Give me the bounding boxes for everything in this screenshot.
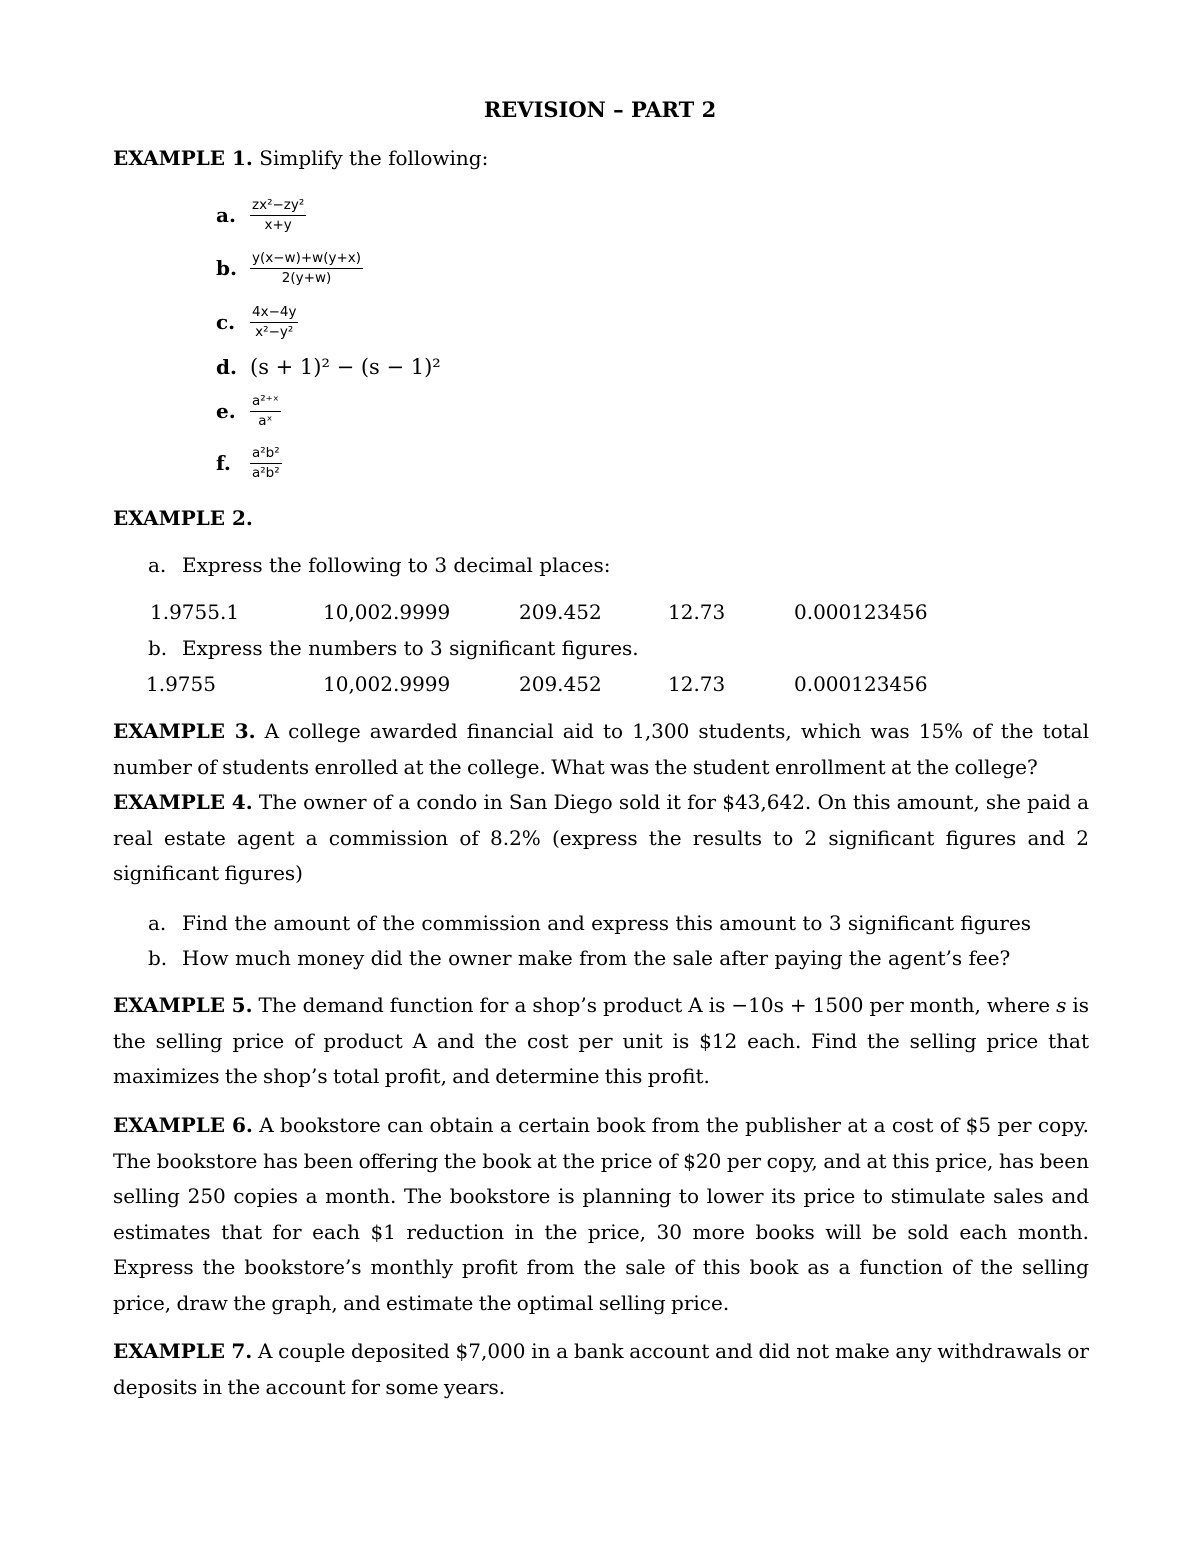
demand-formula: −10s + 1500 (731, 993, 864, 1017)
example-6 (113, 1108, 1089, 1321)
denominator: x²−y² (255, 323, 294, 340)
example-3-text: A college awarded financial aid to 1,300 students, which was 15% of the total number of students enrolled at the college. What was the student enrollment at the college? (113, 719, 1089, 779)
number-cell: 10,002.9999 (323, 600, 451, 624)
example-7-text: A couple deposited $7,000 in a bank account and did not make any withdrawals or deposits in the account for some years. (113, 1339, 1089, 1399)
item-text: Express the following to 3 decimal places: (182, 553, 611, 577)
example-4-item-a (148, 909, 1031, 937)
example-5-text-1: The demand function for a shop’s product A is (252, 993, 732, 1017)
item-text: How much money did the owner make from the sale after paying the agent’s fee? (182, 946, 1011, 970)
example-5-label: EXAMPLE 5. (113, 993, 253, 1017)
variable-s: s (1056, 993, 1067, 1017)
example-3-label: EXAMPLE 3. (113, 719, 256, 743)
denominator: a²b² (252, 464, 280, 481)
numerator: 4x−4y (250, 304, 298, 323)
item-letter: a. (216, 203, 236, 227)
example-1-item-c (216, 297, 298, 347)
example-6-label: EXAMPLE 6. (113, 1113, 253, 1137)
page-title: REVISION – PART 2 (483, 97, 717, 122)
item-letter: e. (216, 399, 236, 423)
example-2-part-a (148, 551, 610, 579)
example-4-item-b (148, 944, 1010, 972)
item-letter: b. (148, 636, 168, 660)
number-cell: 12.73 (668, 672, 726, 696)
example-5-text-3: is the selling price of product A and the cost per unit is $12 each. Find the selling price that maximizes the shop’s total profit, and determine this profit. (113, 993, 1089, 1088)
example-1-item-f (216, 438, 282, 488)
number-cell: 209.452 (519, 600, 602, 624)
example-4-label: EXAMPLE 4. (113, 790, 253, 814)
example-7 (113, 1334, 1089, 1405)
denominator: x+y (264, 216, 292, 233)
example-1-item-a (216, 190, 306, 240)
number-cell: 10,002.9999 (323, 672, 451, 696)
example-2-label: EXAMPLE 2. (113, 506, 253, 530)
example-5-text-2: per month, where (863, 993, 1057, 1017)
fraction (250, 445, 282, 482)
item-text: Express the numbers to 3 significant figures. (182, 636, 639, 660)
example-4 (113, 785, 1089, 892)
expression: (s + 1)² − (s − 1)² (250, 355, 441, 379)
item-letter: c. (216, 310, 236, 334)
example-1-item-e (216, 386, 281, 436)
item-letter: a. (148, 911, 167, 935)
example-6-text: A bookstore can obtain a certain book from the publisher at a cost of $5 per copy. The bookstore has been offering the book at the price of $20 per copy, and at this price, has been selling 250 copies a month. The bookstore is planning to lower its price to stimulate sales and estimates that for each $1 reduction in the price, 30 more books will be sold each month. Express the bookstore’s monthly profit from the sale of this book as a function of the selling price, draw the graph, and estimate the optimal selling price. (113, 1113, 1089, 1315)
fraction (250, 250, 363, 287)
numerator: zx²−zy² (250, 197, 306, 216)
item-letter: a. (148, 553, 167, 577)
example-1-label: EXAMPLE 1. (113, 146, 253, 170)
fraction (250, 304, 298, 341)
example-4-text: The owner of a condo in San Diego sold it for $43,642. On this amount, she paid a real estate agent a commission of 8.2% (express the results to 2 significant figures and 2 significant figures) (113, 790, 1089, 885)
item-letter: b. (216, 256, 237, 280)
denominator: aˣ (258, 412, 273, 429)
number-cell: 1.9755.1 (150, 600, 240, 624)
example-3 (113, 714, 1089, 785)
numerator: a²b² (250, 445, 282, 464)
example-2-part-b (148, 634, 639, 662)
fraction (250, 197, 306, 234)
item-letter: b. (148, 946, 168, 970)
example-7-label: EXAMPLE 7. (113, 1339, 253, 1363)
numerator: a²⁺ˣ (250, 393, 281, 412)
denominator: 2(y+w) (281, 269, 332, 286)
example-1-item-b (216, 243, 363, 293)
number-cell: 0.000123456 (794, 600, 928, 624)
item-letter: f. (216, 451, 231, 475)
numerator: y(x−w)+w(y+x) (250, 250, 363, 269)
item-text: Find the amount of the commission and express this amount to 3 significant figures (182, 911, 1032, 935)
number-cell: 209.452 (519, 672, 602, 696)
example-1-heading (113, 144, 488, 172)
item-letter: d. (216, 355, 237, 379)
number-cell: 1.9755 (146, 672, 216, 696)
example-1-text: Simplify the following: (252, 146, 489, 170)
example-2-heading (113, 504, 253, 532)
fraction (250, 393, 281, 430)
example-5 (113, 988, 1089, 1095)
example-1-item-d (216, 342, 441, 392)
number-cell: 0.000123456 (794, 672, 928, 696)
number-cell: 12.73 (668, 600, 726, 624)
